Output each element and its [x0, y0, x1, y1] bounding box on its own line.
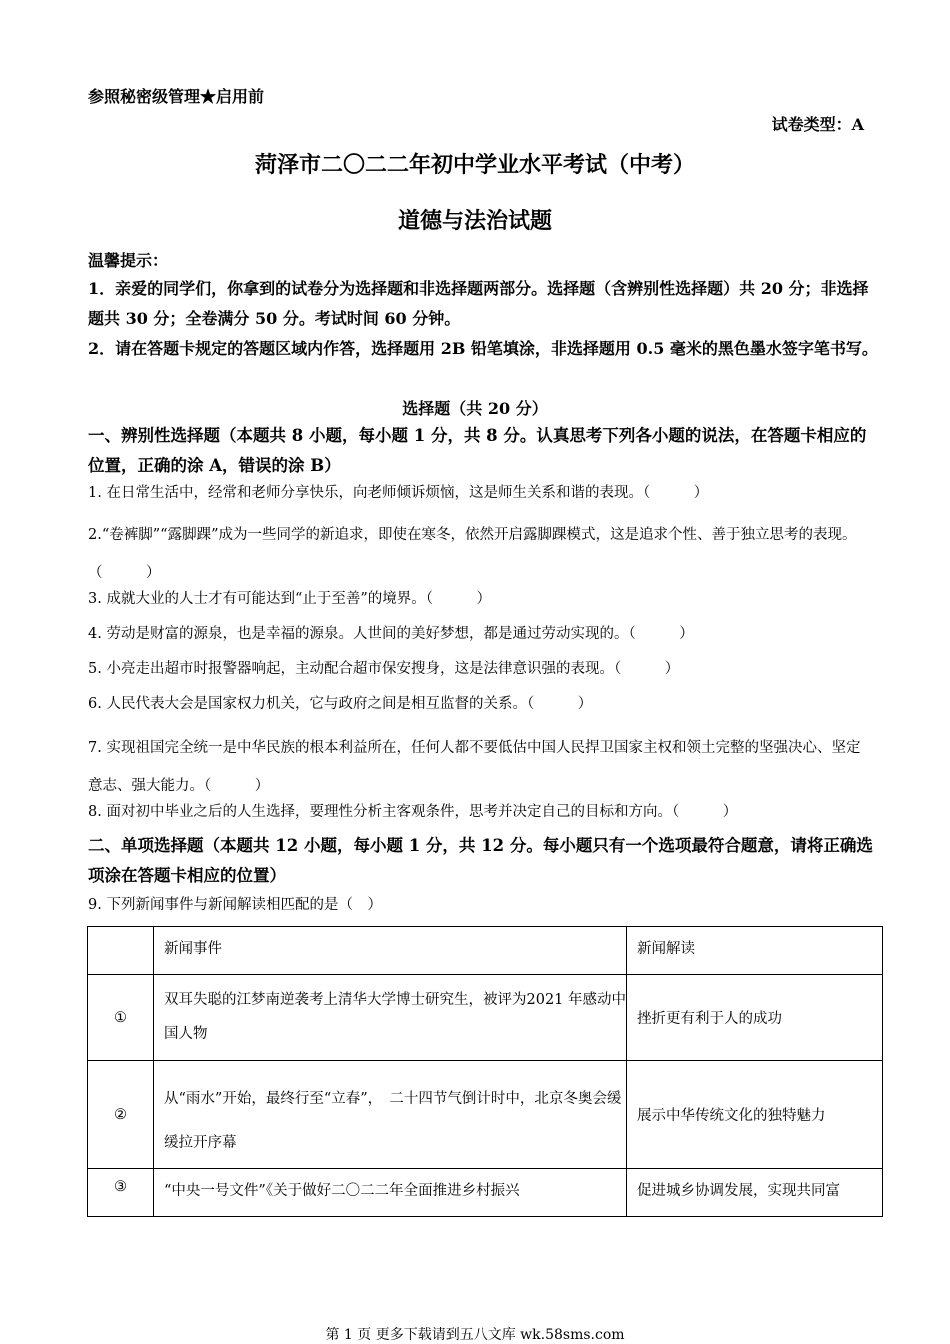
table-header-row: [88, 927, 883, 975]
paper-type-label: 试卷类型：A: [771, 115, 864, 134]
table-header-cell: 新闻解读: [627, 927, 883, 975]
question-item: 1. 在日常生活中，经常和老师分享快乐，向老师倾诉烦恼，这是师生关系和谐的表现。（ ）: [88, 485, 709, 501]
question-item: 8. 面对初中毕业之后的人生选择，要理性分析主客观条件，思考并决定自己的目标和方向。（ ）: [88, 804, 738, 820]
tip-item: 2．请在答题卡规定的答题区域内作答，选择题用 2B 铅笔填涂，非选择题用 0.5 毫米的黑色墨水签字笔书写。: [88, 339, 878, 358]
news-event-cell: “中央一号文件”《关于做好二〇二二年全面推进乡村振兴: [154, 1169, 627, 1217]
question-item: 7. 实现祖国完全统一是中华民族的根本利益所在，任何人都不要低估中国人民捍卫国家主权和领土完整的坚强决心、坚定意志、强大能力。（ ）: [88, 740, 861, 794]
news-reading-cell: 促进城乡协调发展，实现共同富: [627, 1169, 883, 1217]
table-row: [88, 1061, 883, 1169]
news-table: [87, 926, 883, 1217]
table-header-cell: 新闻事件: [154, 927, 627, 975]
news-event-cell: 从“雨水”开始，最终行至“立春”， 二十四节气倒计时中，北京冬奥会缓缓拉开序幕: [154, 1061, 627, 1169]
table-row: [88, 1169, 883, 1217]
news-reading-cell: 展示中华传统文化的独特魅力: [627, 1061, 883, 1169]
question-item: 6. 人民代表大会是国家权力机关，它与政府之间是相互监督的关系。（ ）: [88, 696, 593, 712]
question-item: 4. 劳动是财富的源泉，也是幸福的源泉。人世间的美好梦想，都是通过劳动实现的。（ ）: [88, 626, 694, 642]
question-9: 9. 下列新闻事件与新闻解读相匹配的是（ ）: [88, 897, 382, 913]
exam-title: 菏泽市二〇二二年初中学业水平考试（中考）: [254, 152, 695, 178]
news-event-cell: 双耳失聪的江梦南逆袭考上清华大学博士研究生，被评为2021 年感动中国人物: [154, 975, 627, 1061]
question-item: 2.“卷裤脚”“露脚踝”成为一些同学的新追求，即使在寒冬，依然开启露脚踝模式，这是追求个性、善于独立思考的表现。（ ）: [88, 527, 857, 581]
section2-heading: 二、单项选择题（本题共 12 小题，每小题 1 分，共 12 分。每小题只有一个选项最符合题意，请将正确选项涂在答题卡相应的位置）: [88, 836, 873, 885]
exam-subtitle: 道德与法治试题: [397, 208, 552, 234]
row-number: ②: [88, 1061, 154, 1169]
question-item: 5. 小亮走出超市时报警器响起，主动配合超市保安搜身，这是法律意识强的表现。（ ）: [88, 661, 680, 677]
choice-section-heading: 选择题（共 20 分）: [402, 399, 548, 418]
tip-item: 1．亲爱的同学们，你拿到的试卷分为选择题和非选择题两部分。选择题（含辨别性选择题）共 20 分；非选择题共 30 分；全卷满分 50 分。考试时间 60 分钟。: [88, 279, 869, 328]
row-number: ①: [88, 975, 154, 1061]
row-number: ③: [88, 1169, 154, 1217]
question-item: 3. 成就大业的人士才有可能达到“止于至善”的境界。（ ）: [88, 591, 492, 607]
table-row: [88, 975, 883, 1061]
page-footer: 第 1 页 更多下载请到五八文库 wk.58sms.com: [325, 1327, 625, 1343]
table-header-cell: [88, 927, 154, 975]
section1-heading: 一、辨别性选择题（本题共 8 小题，每小题 1 分，共 8 分。认真思考下列各小题的说法，在答题卡相应的位置，正确的涂 A，错误的涂 B）: [88, 426, 867, 475]
tips-heading: 温馨提示：: [88, 251, 169, 270]
news-reading-cell: 挫折更有利于人的成功: [627, 975, 883, 1061]
secret-level-label: 参照秘密级管理★启用前: [88, 87, 265, 106]
